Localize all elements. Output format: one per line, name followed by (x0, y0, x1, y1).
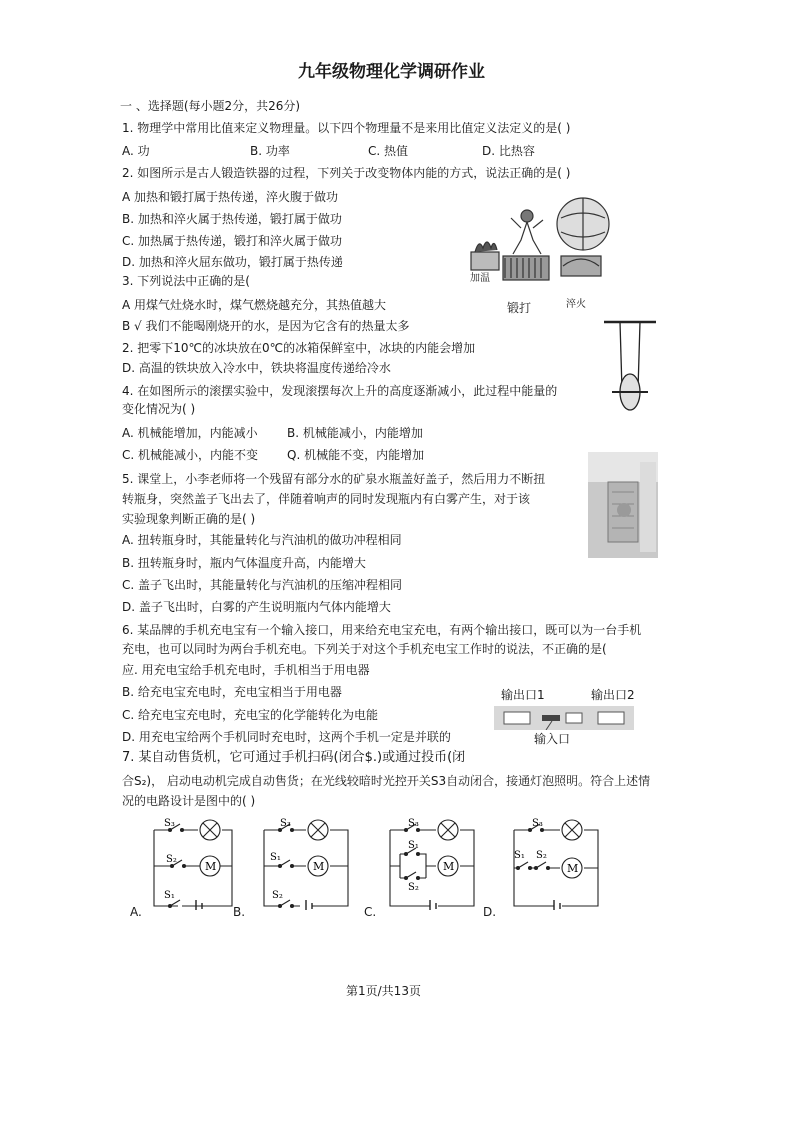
q3-option-a: A 用煤气灶烧水时，煤气燃烧越充分，其热值越大 (122, 298, 387, 312)
fig-label-forge: 锻打 (507, 301, 532, 315)
q4-stem-line1: 4. 在如图所示的滚摆实验中，发现滚摆每次上升的高度逐渐减小，此过程中能量的 (122, 384, 558, 398)
q4-option-d: Q. 机械能不变，内能增加 (287, 448, 425, 462)
q6-stem-line2: 充电，也可以同时为两台手机充电。下列关于对这个手机充电宝工作时的说法，不正确的是( (122, 642, 607, 656)
q2-option-c: C. 加热属于热传递，锻打和淬火属于做功 (122, 234, 343, 248)
q5-option-d: D. 盖子飞出时，白雾的产生说明瓶内气体内能增大 (122, 600, 391, 614)
q1-option-a: A. 功 (122, 144, 150, 158)
output-port-2-label: 输出口2 (591, 688, 635, 702)
svg-text:S₃: S₃ (532, 818, 543, 829)
circuit-diagram-c (384, 818, 480, 910)
bottle-photo (588, 452, 658, 558)
rolling-pendulum-illustration (600, 318, 660, 414)
q6-option-a: 应. 用充电宝给手机充电时，手机相当于用电器 (122, 663, 370, 677)
q5-option-a: A. 扭转瓶身时，其能量转化与汽油机的做功冲程相同 (122, 533, 402, 547)
circuit-option-a: A. (130, 905, 142, 919)
svg-text:S₂: S₂ (272, 890, 283, 901)
svg-text:S₁: S₁ (164, 890, 175, 901)
q6-option-c: C. 给充电宝充电时，充电宝的化学能转化为电能 (122, 708, 379, 722)
output-port-1-label: 输出口1 (501, 688, 545, 702)
q2-stem: 2. 如图所示是古人锻造铁器的过程，下列关于改变物体内能的方式，说法正确的是( ) (122, 166, 571, 180)
svg-text:M: M (313, 860, 325, 873)
q4-option-b: B. 机械能减小，内能增加 (287, 426, 423, 440)
q5-option-c: C. 盖子飞出时，其能量转化与汽油机的压缩冲程相同 (122, 578, 403, 592)
q7-stem-line2: 合S₂)， 启动电动机完成自动售货；在光线较暗时光控开关S3自动闭合，接通灯泡照明。符合上述情 (122, 774, 651, 788)
circuit-option-b: B. (233, 905, 246, 919)
q4-option-a: A. 机械能增加，内能减小 (122, 426, 258, 440)
q6-option-d: D. 用充电宝给两个手机同时充电时，这两个手机一定是并联的 (122, 730, 451, 744)
q1-option-b: B. 功率 (250, 144, 290, 158)
page-footer: 第1页/共13页 (346, 984, 421, 998)
svg-text:S₃: S₃ (164, 818, 175, 829)
q2-option-d: D. 加热和淬火屈东做功，锻打属于热传递 (122, 255, 343, 269)
svg-text:S₂: S₂ (408, 882, 419, 893)
svg-text:M: M (567, 862, 579, 875)
q1-option-c: C. 热值 (368, 144, 409, 158)
q3-stem: 3. 下列说法中正确的是( (122, 274, 250, 288)
q7-stem-line3: 况的电路设计是图中的( ) (122, 794, 256, 808)
q6-option-b: B. 给充电宝充电时，充电宝相当于用电器 (122, 685, 342, 699)
q4-option-c: C. 机械能减小，内能不变 (122, 448, 259, 462)
q5-stem-line1: 5. 课堂上，小李老师将一个残留有部分水的矿泉水瓶盖好盖子，然后用力不断扭 (122, 472, 546, 486)
fig-label-quench: 淬火 (566, 299, 586, 310)
svg-text:S₁: S₁ (514, 850, 525, 861)
q1-stem: 1. 物理学中常用比值来定义物理量。以下四个物理量不是来用比值定义法定义的是( ) (122, 121, 571, 135)
section-heading: 一 、选择题(每小题2分，共26分) (120, 99, 301, 113)
svg-text:M: M (205, 860, 217, 873)
q5-stem-line3: 实验现象判断正确的是( ) (122, 512, 256, 526)
circuit-diagram-d (508, 818, 604, 910)
svg-text:S₁: S₁ (408, 840, 419, 851)
power-bank-illustration (494, 706, 634, 730)
svg-text:S₁: S₁ (270, 852, 281, 863)
circuit-option-c: C. (364, 905, 377, 919)
page-title: 九年级物理化学调研作业 (298, 62, 485, 82)
svg-text:S₂: S₂ (536, 850, 547, 861)
q7-stem-line1: 7. 某自动售货机，它可通过手机扫码(闭合$.)或通过投币(闭 (122, 750, 466, 765)
q2-option-a: A 加热和锻打属于热传递，淬火腹于做功 (122, 190, 339, 204)
forging-illustration (465, 196, 615, 316)
q3-option-b: B √ 我们不能喝刚烧开的水，是因为它含有的热量太多 (122, 319, 410, 333)
q5-option-b: B. 扭转瓶身时，瓶内气体温度升高，内能增大 (122, 556, 366, 570)
circuit-diagram-b (258, 818, 354, 910)
q6-stem-line1: 6. 某品牌的手机充电宝有一个输入接口，用来给充电宝充电，有两个输出接口，既可以为一台手机 (122, 623, 642, 637)
svg-text:M: M (443, 860, 455, 873)
fig-label-heat: 加温 (470, 273, 490, 284)
input-port-label: 输入口 (534, 732, 571, 746)
q3-option-d: D. 高温的铁块放入冷水中，铁块将温度传递给冷水 (122, 361, 391, 375)
svg-text:S₃: S₃ (280, 818, 291, 829)
svg-text:S₃: S₃ (408, 818, 419, 829)
circuit-diagram-a (148, 818, 238, 910)
circuit-option-d: D. (483, 905, 497, 919)
q3-option-c: 2. 把零下10℃的冰块放在0℃的冰箱保鲜室中，冰块的内能会增加 (122, 341, 476, 355)
q4-stem-line2: 变化情况为( ) (122, 402, 196, 416)
q1-option-d: D. 比热容 (482, 144, 535, 158)
q2-option-b: B. 加热和淬火属于热传递，锻打属于做功 (122, 212, 342, 226)
svg-text:S₂: S₂ (166, 854, 177, 865)
q5-stem-line2: 转瓶身，突然盖子飞出去了，伴随着响声的同时发现瓶内有白雾产生，对于该 (122, 492, 531, 506)
